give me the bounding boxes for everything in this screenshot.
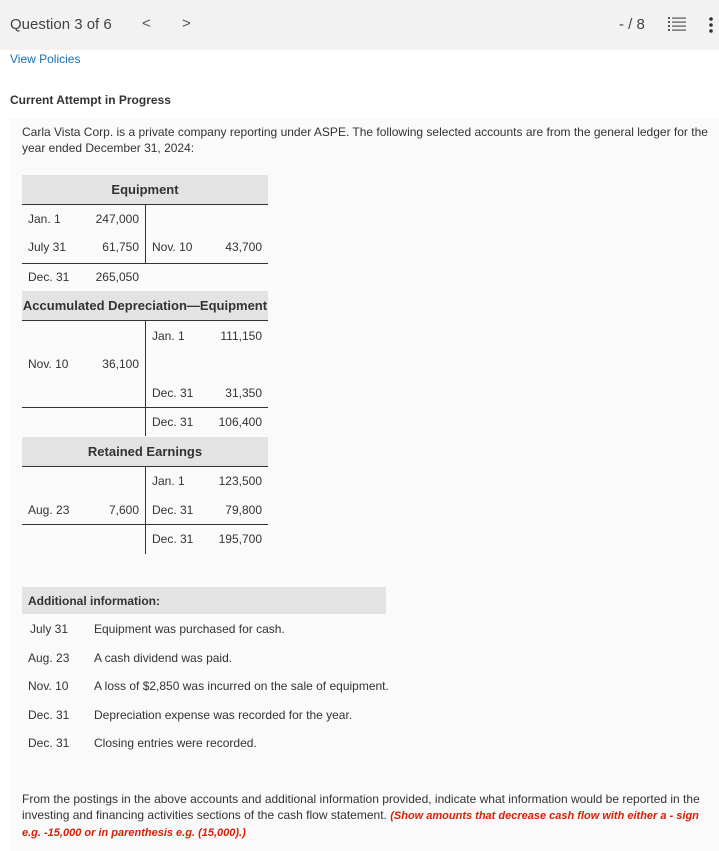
accum-dep-divider [145,320,146,436]
addl-row-2-date: Aug. 23 [28,651,70,665]
accum-dep-title: Accumulated Depreciation—Equipment [22,291,268,320]
equipment-row-2-ramt: 43,700 [225,240,262,254]
accum-dep-row-1-ramt: 111,150 [220,329,262,343]
equipment-row-1-ldate: Jan. 1 [28,212,61,226]
retained-title: Retained Earnings [22,437,268,466]
additional-info-title: Additional information: [22,587,386,614]
addl-row-2-text: A cash dividend was paid. [94,651,233,665]
addl-row-3-date: Nov. 10 [28,679,69,693]
accum-dep-row-2-lamt: 36,100 [102,357,139,371]
accum-dep-row-3-ramt: 31,350 [225,386,262,400]
retained-row-3-rdate: Dec. 31 [152,532,194,546]
accum-dep-row-1-rdate: Jan. 1 [152,329,185,343]
retained-row-1-rdate: Jan. 1 [152,474,185,488]
question-counter: Question 3 of 6 [10,16,112,33]
addl-row-1-date: July 31 [30,622,69,636]
next-question-button[interactable]: > [182,15,191,32]
equipment-balance-rule [22,263,268,264]
accum-dep-balance-rule [22,407,268,408]
equipment-row-2-ldate: July 31 [28,240,67,254]
retained-balance-rule [22,524,268,525]
addl-row-4-text: Depreciation expense was recorded for the year. [94,708,353,722]
instructions-note: (Show amounts that decrease cash flow with either a - sign e.g. -15,000 or in parenthesis e.g. (15,000).) [22,810,699,839]
attempt-status: Current Attempt in Progress [10,93,171,107]
retained-row-3-ramt: 195,700 [218,532,262,546]
retained-row-2-ldate: Aug. 23 [28,503,70,517]
equipment-row-2-rdate: Nov. 10 [152,240,193,254]
equipment-row-3-lamt: 265,050 [95,270,139,284]
equipment-title: Equipment [22,175,268,204]
equipment-divider [145,204,146,263]
retained-row-2-rdate: Dec. 31 [152,503,194,517]
view-policies-link[interactable]: View Policies [10,52,81,66]
previous-question-button[interactable]: < [142,15,151,32]
retained-row-2-lamt: 7,600 [108,503,139,517]
addl-row-4-date: Dec. 31 [28,708,70,722]
addl-row-5-date: Dec. 31 [28,736,70,750]
addl-row-1-text: Equipment was purchased for cash. [94,622,285,636]
equipment-row-2-lamt: 61,750 [102,240,139,254]
addl-row-3-text: A loss of $2,850 was incurred on the sale of equipment. [94,679,389,693]
instructions-main: From the postings in the above accounts and additional information provided, indicate what information would be reported in the investing and financing activities sections of the cash flow statement. [22,792,700,822]
accum-dep-row-2-ldate: Nov. 10 [28,357,69,371]
equipment-row-1-lamt: 247,000 [95,212,139,226]
retained-row-1-ramt: 123,500 [218,474,262,488]
question-list-icon[interactable] [668,16,686,32]
addl-row-5-text: Closing entries were recorded. [94,736,257,750]
retained-divider [145,466,146,554]
score-display: - / 8 [619,16,645,33]
accum-dep-row-3-rdate: Dec. 31 [152,386,194,400]
question-intro: Carla Vista Corp. is a private company reporting under ASPE. The following selected accounts are from the general ledger for the year ended December 31, 2024: [22,125,708,155]
equipment-row-3-ldate: Dec. 31 [28,270,70,284]
more-options-icon[interactable] [707,16,715,34]
accum-dep-row-4-rdate: Dec. 31 [152,415,194,429]
instructions [22,791,702,841]
retained-row-2-ramt: 79,800 [225,503,262,517]
accum-dep-row-4-ramt: 106,400 [218,415,262,429]
